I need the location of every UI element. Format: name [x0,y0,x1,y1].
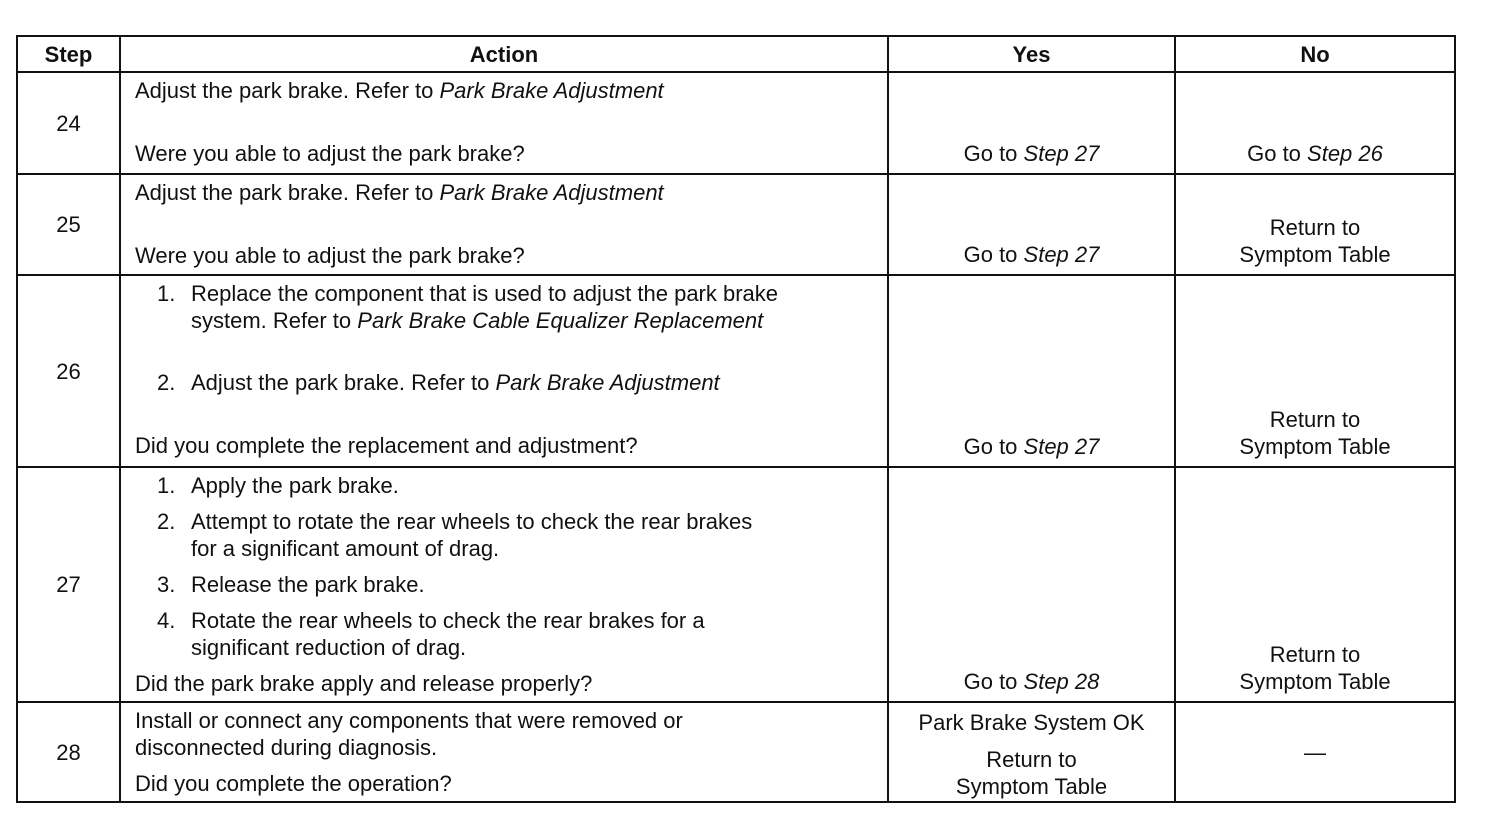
header-step: Step [17,36,120,72]
action-reference: Park Brake Adjustment [495,370,720,395]
list-item: 4. Rotate the rear wheels to check the rear brakes for a significant reduction of drag. [157,608,705,660]
no-cell: — [1175,702,1455,802]
action-text: Adjust the park brake. Refer to [135,180,440,205]
yes-return-to: Return to [986,747,1077,772]
yes-system-ok: Park Brake System OK [918,710,1145,735]
action-cell [120,174,888,275]
action-list [135,472,873,661]
no-return-to: Return to [1269,407,1361,432]
header-no: No [1175,36,1455,72]
question-text: Did you complete the operation? [135,771,452,796]
yes-text: Go to [963,141,1024,166]
header-row [17,36,1455,72]
no-cell [1175,467,1455,702]
no-symptom-table: Symptom Table [1239,669,1391,694]
yes-step-link: Step 27 [1023,141,1100,166]
action-cell [120,72,888,174]
no-step-link: Step 26 [1307,141,1383,166]
question-text: Did the park brake apply and release properly? [135,671,593,696]
step-number: 27 [17,467,120,702]
table-row-step-26 [17,275,1455,467]
step-number: 24 [17,72,120,174]
action-cell [120,467,888,702]
yes-cell [888,72,1175,174]
list-item: 3. Release the park brake. [157,572,425,597]
action-list [135,280,873,396]
no-cell [1175,275,1455,467]
action-reference: Park Brake Adjustment [439,180,664,205]
list-item: 1. Apply the park brake. [157,473,399,498]
step-number: 25 [17,174,120,275]
yes-cell [888,702,1175,802]
yes-text: Go to [963,669,1024,694]
action-text: Adjust the park brake. Refer to [135,78,440,103]
action-reference: Park Brake Adjustment [439,78,664,103]
table-row-step-24 [17,72,1455,174]
no-text: Go to [1247,141,1308,166]
table-row-step-27 [17,467,1455,702]
table-row-step-28 [17,702,1455,802]
no-cell [1175,72,1455,174]
no-cell [1175,174,1455,275]
header-yes: Yes [888,36,1175,72]
step-number: 26 [17,275,120,467]
step-number: 28 [17,702,120,802]
diagnostic-table [16,35,1456,803]
question-text: Did you complete the replacement and adjustment? [135,433,638,458]
action-cell: Install or connect any components that were removed or disconnected during diagnosis. Did you complete the operation? [120,702,888,802]
yes-text: Go to [963,434,1024,459]
yes-cell [888,467,1175,702]
no-return-to: Return to [1269,642,1361,667]
yes-step-link: Step 28 [1023,669,1100,694]
header-action: Action [120,36,888,72]
list-item: 2. Attempt to rotate the rear wheels to check the rear brakes for a significant amount of drag. [157,509,753,561]
question-text: Were you able to adjust the park brake? [135,141,525,166]
yes-step-link: Step 27 [1023,242,1100,267]
yes-text: Go to [963,242,1024,267]
no-symptom-table: Symptom Table [1239,242,1391,267]
table-row-step-25 [17,174,1455,275]
yes-cell [888,275,1175,467]
no-symptom-table: Symptom Table [1239,434,1391,459]
list-item: 1. Replace the component that is used to adjust the park brake system. Refer to Park Brake Cable Equalizer Replacement [157,281,779,333]
yes-symptom-table: Symptom Table [955,774,1108,799]
action-reference: Park Brake Cable Equalizer Replacement [357,308,764,333]
yes-step-link: Step 27 [1023,434,1100,459]
no-return-to: Return to [1269,215,1361,240]
list-item: 2. Adjust the park brake. Refer to Park Brake Adjustment [157,370,720,395]
action-cell [120,275,888,467]
yes-cell [888,174,1175,275]
question-text: Were you able to adjust the park brake? [135,243,525,268]
